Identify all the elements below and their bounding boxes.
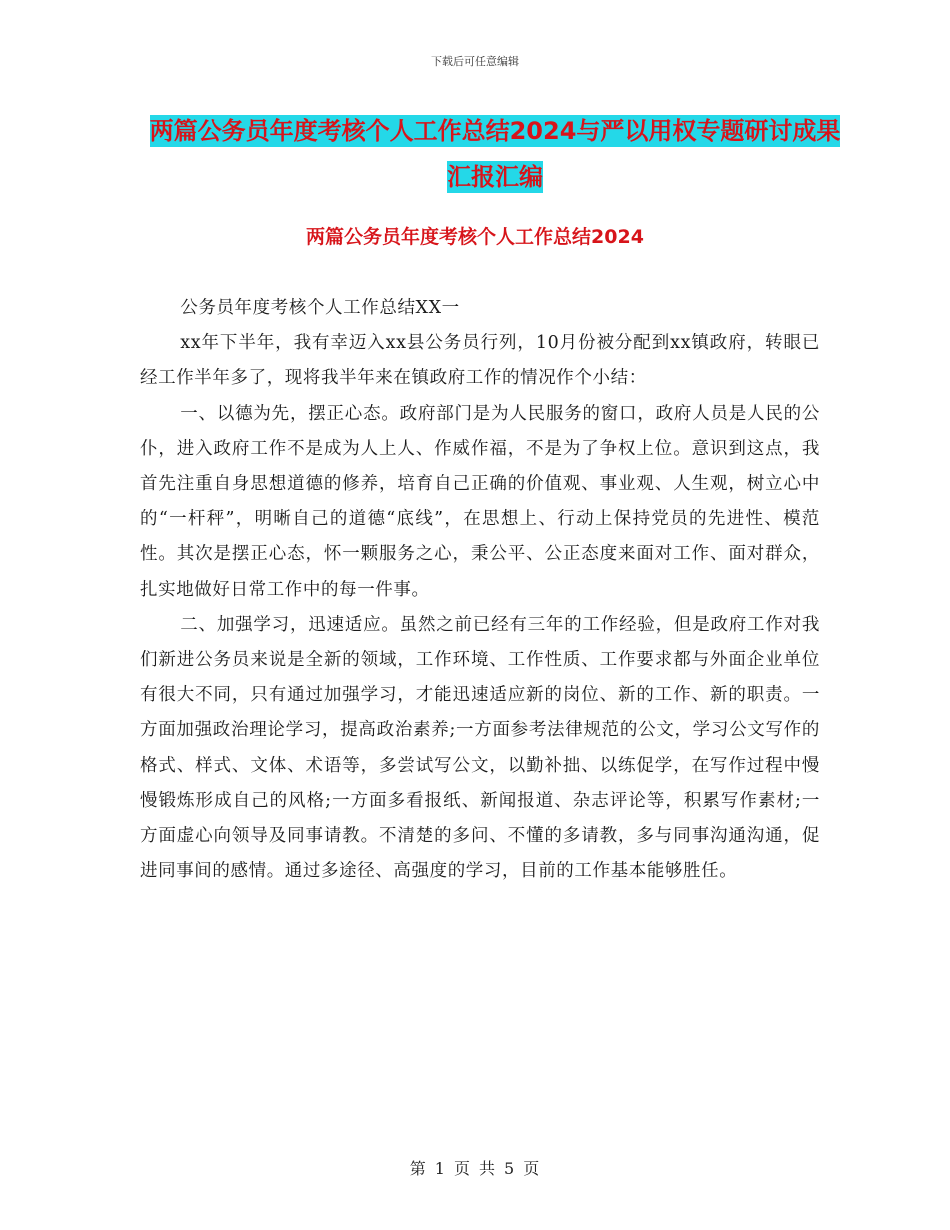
page-label-mid: 页 (453, 1159, 471, 1178)
document-title-text: 两篇公务员年度考核个人工作总结2024与严以用权专题研讨成果汇报汇编 (149, 117, 841, 191)
paragraph: xx年下半年，我有幸迈入xx县公务员行列，10月份被分配到xx镇政府，转眼已经工作半年多了，现将我半年来在镇政府工作的情况作个小结： (140, 333, 820, 389)
body-text (140, 291, 820, 889)
paragraph: 公务员年度考核个人工作总结XX一 (180, 298, 460, 318)
page-footer (0, 1156, 950, 1179)
total-label-suffix: 页 (523, 1159, 541, 1178)
page-label-prefix: 第 (409, 1159, 427, 1178)
total-pages: 5 (504, 1159, 516, 1178)
section-title: 两篇公务员年度考核个人工作总结2024 (306, 226, 644, 248)
total-label-prefix: 共 (479, 1159, 497, 1178)
page-number: 1 (434, 1159, 446, 1178)
paragraph: 二、加强学习，迅速适应。虽然之前已经有三年的工作经验，但是政府工作对我们新进公务员来说是全新的领域，工作环境、工作性质、工作要求都与外面企业单位有很大不同，只有通过加强学习，才能迅速适应新的岗位、新的工作、新的职责。一方面加强政治理论学习，提高政治素养;一方面参考法律规范的公文，学习公文写作的格式、样式、文体、术语等，多尝试写公文，以勤补拙、以练促学，在写作过程中慢慢锻炼形成自己的风格;一方面多看报纸、新闻报道、杂志评论等，积累写作素材;一方面虚心向领导及同事请教。不清楚的多问、不懂的多请教，多与同事沟通沟通，促进同事间的感情。通过多途径、高强度的学习，目前的工作基本能够胜任。 (140, 614, 820, 882)
header-note: 下载后可任意编辑 (431, 55, 519, 68)
paragraph: 一、以德为先，摆正心态。政府部门是为人民服务的窗口，政府人员是人民的公仆，进入政府工作不是成为人上人、作威作福，不是为了争权上位。意识到这点，我首先注重自身思想道德的修养，培育自己正确的价值观、事业观、人生观，树立心中的“一杆秤”，明晰自己的道德“底线”，在思想上、行动上保持党员的先进性、模范性。其次是摆正心态，怀一颗服务之心，秉公平、公正态度来面对工作、面对群众，扎实地做好日常工作中的每一件事。 (140, 403, 820, 600)
document-title (140, 108, 850, 200)
